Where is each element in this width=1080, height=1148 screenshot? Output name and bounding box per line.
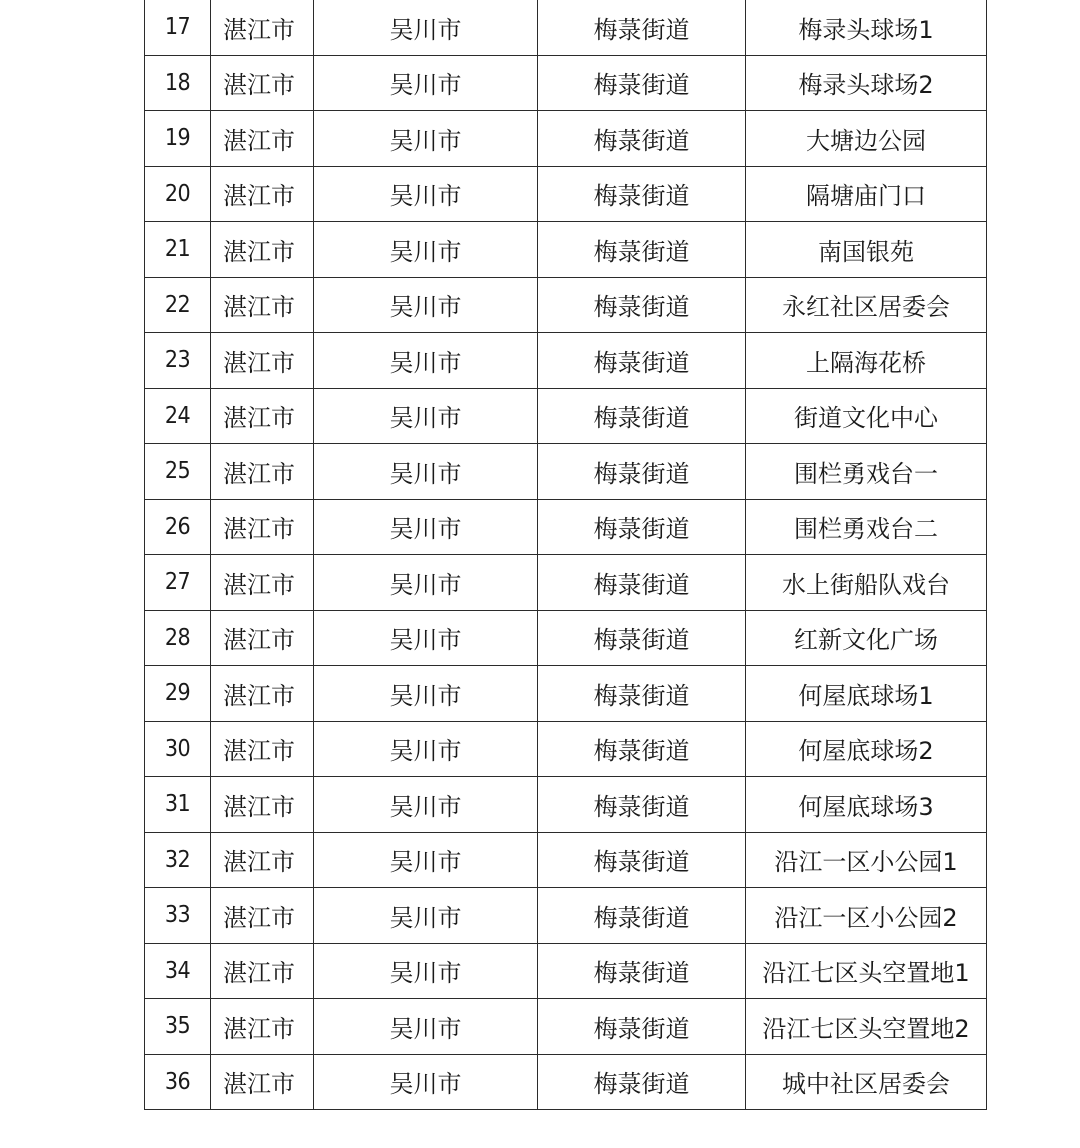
county-cell: 吴川市: [314, 444, 538, 500]
row-number-cell: 17: [145, 0, 211, 55]
site-cell: 梅录头球场1: [746, 0, 987, 55]
table-row: [145, 277, 987, 333]
street-cell: 梅菉街道: [538, 277, 746, 333]
county-cell: 吴川市: [314, 888, 538, 944]
city-cell: 湛江市: [211, 832, 314, 888]
table-row: [145, 111, 987, 167]
row-number-cell: 33: [145, 888, 211, 944]
street-cell: 梅菉街道: [538, 832, 746, 888]
county-cell: 吴川市: [314, 832, 538, 888]
county-cell: 吴川市: [314, 610, 538, 666]
street-cell: 梅菉街道: [538, 166, 746, 222]
city-cell: 湛江市: [211, 55, 314, 111]
county-cell: 吴川市: [314, 388, 538, 444]
site-cell: 街道文化中心: [746, 388, 987, 444]
street-cell: 梅菉街道: [538, 499, 746, 555]
city-cell: 湛江市: [211, 499, 314, 555]
site-cell: 沿江七区头空置地1: [746, 943, 987, 999]
street-cell: 梅菉街道: [538, 444, 746, 500]
county-cell: 吴川市: [314, 1054, 538, 1110]
city-cell: 湛江市: [211, 388, 314, 444]
row-number-cell: 32: [145, 832, 211, 888]
site-cell: 围栏勇戏台一: [746, 444, 987, 500]
table-row: [145, 166, 987, 222]
county-cell: 吴川市: [314, 333, 538, 389]
row-number-cell: 28: [145, 610, 211, 666]
city-cell: 湛江市: [211, 777, 314, 833]
row-number-cell: 36: [145, 1054, 211, 1110]
site-cell: 上隔海花桥: [746, 333, 987, 389]
street-cell: 梅菉街道: [538, 943, 746, 999]
table-row: [145, 832, 987, 888]
row-number-cell: 21: [145, 222, 211, 278]
county-cell: 吴川市: [314, 277, 538, 333]
site-cell: 永红社区居委会: [746, 277, 987, 333]
street-cell: 梅菉街道: [538, 999, 746, 1055]
county-cell: 吴川市: [314, 111, 538, 167]
table-row: [145, 721, 987, 777]
street-cell: 梅菉街道: [538, 0, 746, 55]
location-table-container: [144, 0, 986, 1110]
city-cell: 湛江市: [211, 610, 314, 666]
table-row: [145, 943, 987, 999]
table-row: [145, 444, 987, 500]
site-cell: 围栏勇戏台二: [746, 499, 987, 555]
street-cell: 梅菉街道: [538, 222, 746, 278]
street-cell: 梅菉街道: [538, 111, 746, 167]
row-number-cell: 23: [145, 333, 211, 389]
county-cell: 吴川市: [314, 166, 538, 222]
street-cell: 梅菉街道: [538, 333, 746, 389]
row-number-cell: 30: [145, 721, 211, 777]
street-cell: 梅菉街道: [538, 555, 746, 611]
county-cell: 吴川市: [314, 721, 538, 777]
site-cell: 何屋底球场2: [746, 721, 987, 777]
city-cell: 湛江市: [211, 721, 314, 777]
site-cell: 大塘边公园: [746, 111, 987, 167]
table-row: [145, 666, 987, 722]
street-cell: 梅菉街道: [538, 721, 746, 777]
table-row: [145, 777, 987, 833]
site-cell: 沿江七区头空置地2: [746, 999, 987, 1055]
row-number-cell: 34: [145, 943, 211, 999]
city-cell: 湛江市: [211, 166, 314, 222]
city-cell: 湛江市: [211, 111, 314, 167]
city-cell: 湛江市: [211, 888, 314, 944]
row-number-cell: 20: [145, 166, 211, 222]
table-row: [145, 0, 987, 55]
county-cell: 吴川市: [314, 666, 538, 722]
county-cell: 吴川市: [314, 555, 538, 611]
site-cell: 沿江一区小公园2: [746, 888, 987, 944]
street-cell: 梅菉街道: [538, 388, 746, 444]
city-cell: 湛江市: [211, 943, 314, 999]
city-cell: 湛江市: [211, 555, 314, 611]
city-cell: 湛江市: [211, 999, 314, 1055]
row-number-cell: 26: [145, 499, 211, 555]
location-table: [144, 0, 987, 1110]
city-cell: 湛江市: [211, 1054, 314, 1110]
site-cell: 水上街船队戏台: [746, 555, 987, 611]
street-cell: 梅菉街道: [538, 666, 746, 722]
county-cell: 吴川市: [314, 222, 538, 278]
table-row: [145, 610, 987, 666]
county-cell: 吴川市: [314, 0, 538, 55]
city-cell: 湛江市: [211, 0, 314, 55]
street-cell: 梅菉街道: [538, 55, 746, 111]
site-cell: 沿江一区小公园1: [746, 832, 987, 888]
site-cell: 梅录头球场2: [746, 55, 987, 111]
county-cell: 吴川市: [314, 499, 538, 555]
table-row: [145, 333, 987, 389]
row-number-cell: 24: [145, 388, 211, 444]
row-number-cell: 35: [145, 999, 211, 1055]
city-cell: 湛江市: [211, 666, 314, 722]
county-cell: 吴川市: [314, 943, 538, 999]
city-cell: 湛江市: [211, 277, 314, 333]
row-number-cell: 18: [145, 55, 211, 111]
row-number-cell: 19: [145, 111, 211, 167]
row-number-cell: 31: [145, 777, 211, 833]
table-body: [145, 0, 987, 1110]
site-cell: 何屋底球场1: [746, 666, 987, 722]
city-cell: 湛江市: [211, 333, 314, 389]
table-row: [145, 499, 987, 555]
county-cell: 吴川市: [314, 55, 538, 111]
table-row: [145, 555, 987, 611]
table-row: [145, 999, 987, 1055]
table-row: [145, 55, 987, 111]
table-row: [145, 388, 987, 444]
row-number-cell: 22: [145, 277, 211, 333]
site-cell: 城中社区居委会: [746, 1054, 987, 1110]
site-cell: 何屋底球场3: [746, 777, 987, 833]
county-cell: 吴川市: [314, 777, 538, 833]
street-cell: 梅菉街道: [538, 888, 746, 944]
row-number-cell: 29: [145, 666, 211, 722]
county-cell: 吴川市: [314, 999, 538, 1055]
table-row: [145, 888, 987, 944]
street-cell: 梅菉街道: [538, 1054, 746, 1110]
row-number-cell: 25: [145, 444, 211, 500]
site-cell: 隔塘庙门口: [746, 166, 987, 222]
city-cell: 湛江市: [211, 222, 314, 278]
site-cell: 红新文化广场: [746, 610, 987, 666]
table-row: [145, 1054, 987, 1110]
row-number-cell: 27: [145, 555, 211, 611]
table-row: [145, 222, 987, 278]
street-cell: 梅菉街道: [538, 777, 746, 833]
site-cell: 南国银苑: [746, 222, 987, 278]
street-cell: 梅菉街道: [538, 610, 746, 666]
city-cell: 湛江市: [211, 444, 314, 500]
